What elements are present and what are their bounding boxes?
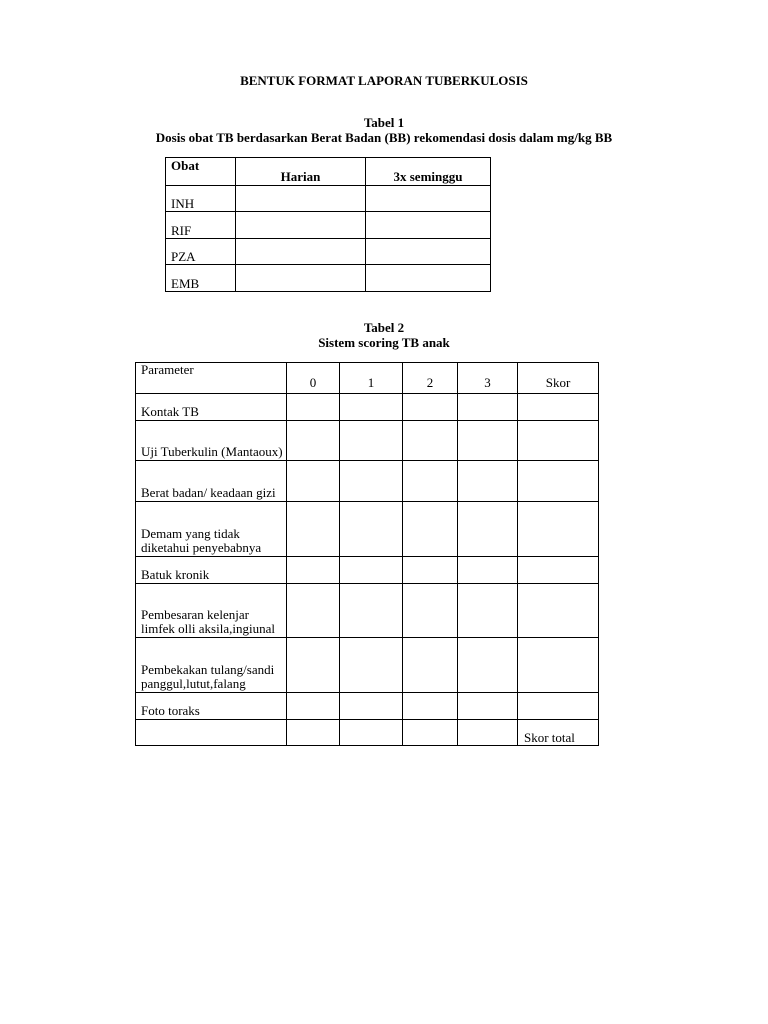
table-row: [166, 212, 491, 239]
drug-name: INH: [166, 186, 236, 212]
daily-dose-cell: [236, 212, 366, 239]
score-cell: [458, 461, 518, 502]
table-row: [136, 461, 599, 502]
header-score-1: 1: [340, 363, 403, 394]
table-row: [136, 638, 599, 693]
score-cell: [403, 557, 458, 584]
skor-cell: [518, 693, 599, 720]
score-cell: [287, 421, 340, 461]
drug-name: EMB: [166, 265, 236, 292]
skor-cell: [518, 421, 599, 461]
parameter-label: Batuk kronik: [136, 557, 287, 584]
parameter-label: Demam yang tidak diketahui penyebabnya: [136, 502, 287, 557]
parameter-label: Kontak TB: [136, 394, 287, 421]
empty-cell: [340, 720, 403, 746]
weekly-dose-cell: [366, 212, 491, 239]
table-header-row: [166, 158, 491, 186]
table-1-subtitle: Dosis obat TB berdasarkan Berat Badan (BB) rekomendasi dosis dalam mg/kg BB: [155, 130, 613, 145]
score-cell: [403, 502, 458, 557]
header-obat: Obat: [166, 158, 236, 186]
table-header-row: [136, 363, 599, 394]
score-cell: [340, 557, 403, 584]
score-cell: [287, 394, 340, 421]
skor-cell: [518, 502, 599, 557]
empty-cell: [136, 720, 287, 746]
total-score-label: Skor total: [518, 720, 599, 746]
score-cell: [340, 693, 403, 720]
weekly-dose-cell: [366, 265, 491, 292]
drug-name: RIF: [166, 212, 236, 239]
score-cell: [403, 421, 458, 461]
total-row: [136, 720, 599, 746]
score-cell: [403, 638, 458, 693]
weekly-dose-cell: [366, 186, 491, 212]
score-cell: [287, 638, 340, 693]
score-cell: [458, 502, 518, 557]
score-cell: [340, 638, 403, 693]
table-2-subtitle: Sistem scoring TB anak: [318, 335, 450, 350]
table-row: [136, 557, 599, 584]
score-cell: [458, 584, 518, 638]
score-cell: [287, 584, 340, 638]
weekly-dose-cell: [366, 239, 491, 265]
empty-cell: [403, 720, 458, 746]
score-cell: [287, 461, 340, 502]
score-cell: [403, 584, 458, 638]
header-3x-seminggu: 3x seminggu: [366, 158, 491, 186]
skor-cell: [518, 638, 599, 693]
skor-cell: [518, 394, 599, 421]
score-cell: [458, 557, 518, 584]
score-cell: [458, 693, 518, 720]
score-cell: [403, 693, 458, 720]
score-cell: [287, 557, 340, 584]
table-row: [136, 421, 599, 461]
header-harian: Harian: [236, 158, 366, 186]
header-skor: Skor: [518, 363, 599, 394]
score-cell: [403, 461, 458, 502]
score-cell: [458, 394, 518, 421]
dosage-table: [165, 157, 491, 292]
skor-cell: [518, 557, 599, 584]
table-row: [136, 394, 599, 421]
score-cell: [403, 394, 458, 421]
score-cell: [340, 461, 403, 502]
score-cell: [340, 584, 403, 638]
table-row: [136, 693, 599, 720]
table-row: [166, 265, 491, 292]
daily-dose-cell: [236, 265, 366, 292]
score-cell: [458, 638, 518, 693]
table-row: [166, 239, 491, 265]
daily-dose-cell: [236, 239, 366, 265]
table-1-title: Tabel 1: [363, 115, 405, 130]
header-parameter: Parameter: [136, 363, 287, 394]
drug-name: PZA: [166, 239, 236, 265]
skor-cell: [518, 461, 599, 502]
parameter-label: Pembekakan tulang/sandi panggul,lutut,falang: [136, 638, 287, 693]
parameter-label: Pembesaran kelenjar limfek olli aksila,ingiunal: [136, 584, 287, 638]
header-score-0: 0: [287, 363, 340, 394]
empty-cell: [287, 720, 340, 746]
parameter-label: Berat badan/ keadaan gizi: [136, 461, 287, 502]
score-cell: [340, 421, 403, 461]
table-row: [136, 502, 599, 557]
table-2-title: Tabel 2: [363, 320, 405, 335]
daily-dose-cell: [236, 186, 366, 212]
skor-cell: [518, 584, 599, 638]
parameter-label: Uji Tuberkulin (Mantaoux): [136, 421, 287, 461]
parameter-label: Foto toraks: [136, 693, 287, 720]
score-cell: [287, 693, 340, 720]
table-row: [136, 584, 599, 638]
header-score-2: 2: [403, 363, 458, 394]
score-cell: [287, 502, 340, 557]
score-cell: [340, 394, 403, 421]
empty-cell: [458, 720, 518, 746]
score-cell: [458, 421, 518, 461]
header-score-3: 3: [458, 363, 518, 394]
table-row: [166, 186, 491, 212]
score-cell: [340, 502, 403, 557]
scoring-table: [135, 362, 599, 746]
document-title: BENTUK FORMAT LAPORAN TUBERKULOSIS: [240, 73, 528, 88]
